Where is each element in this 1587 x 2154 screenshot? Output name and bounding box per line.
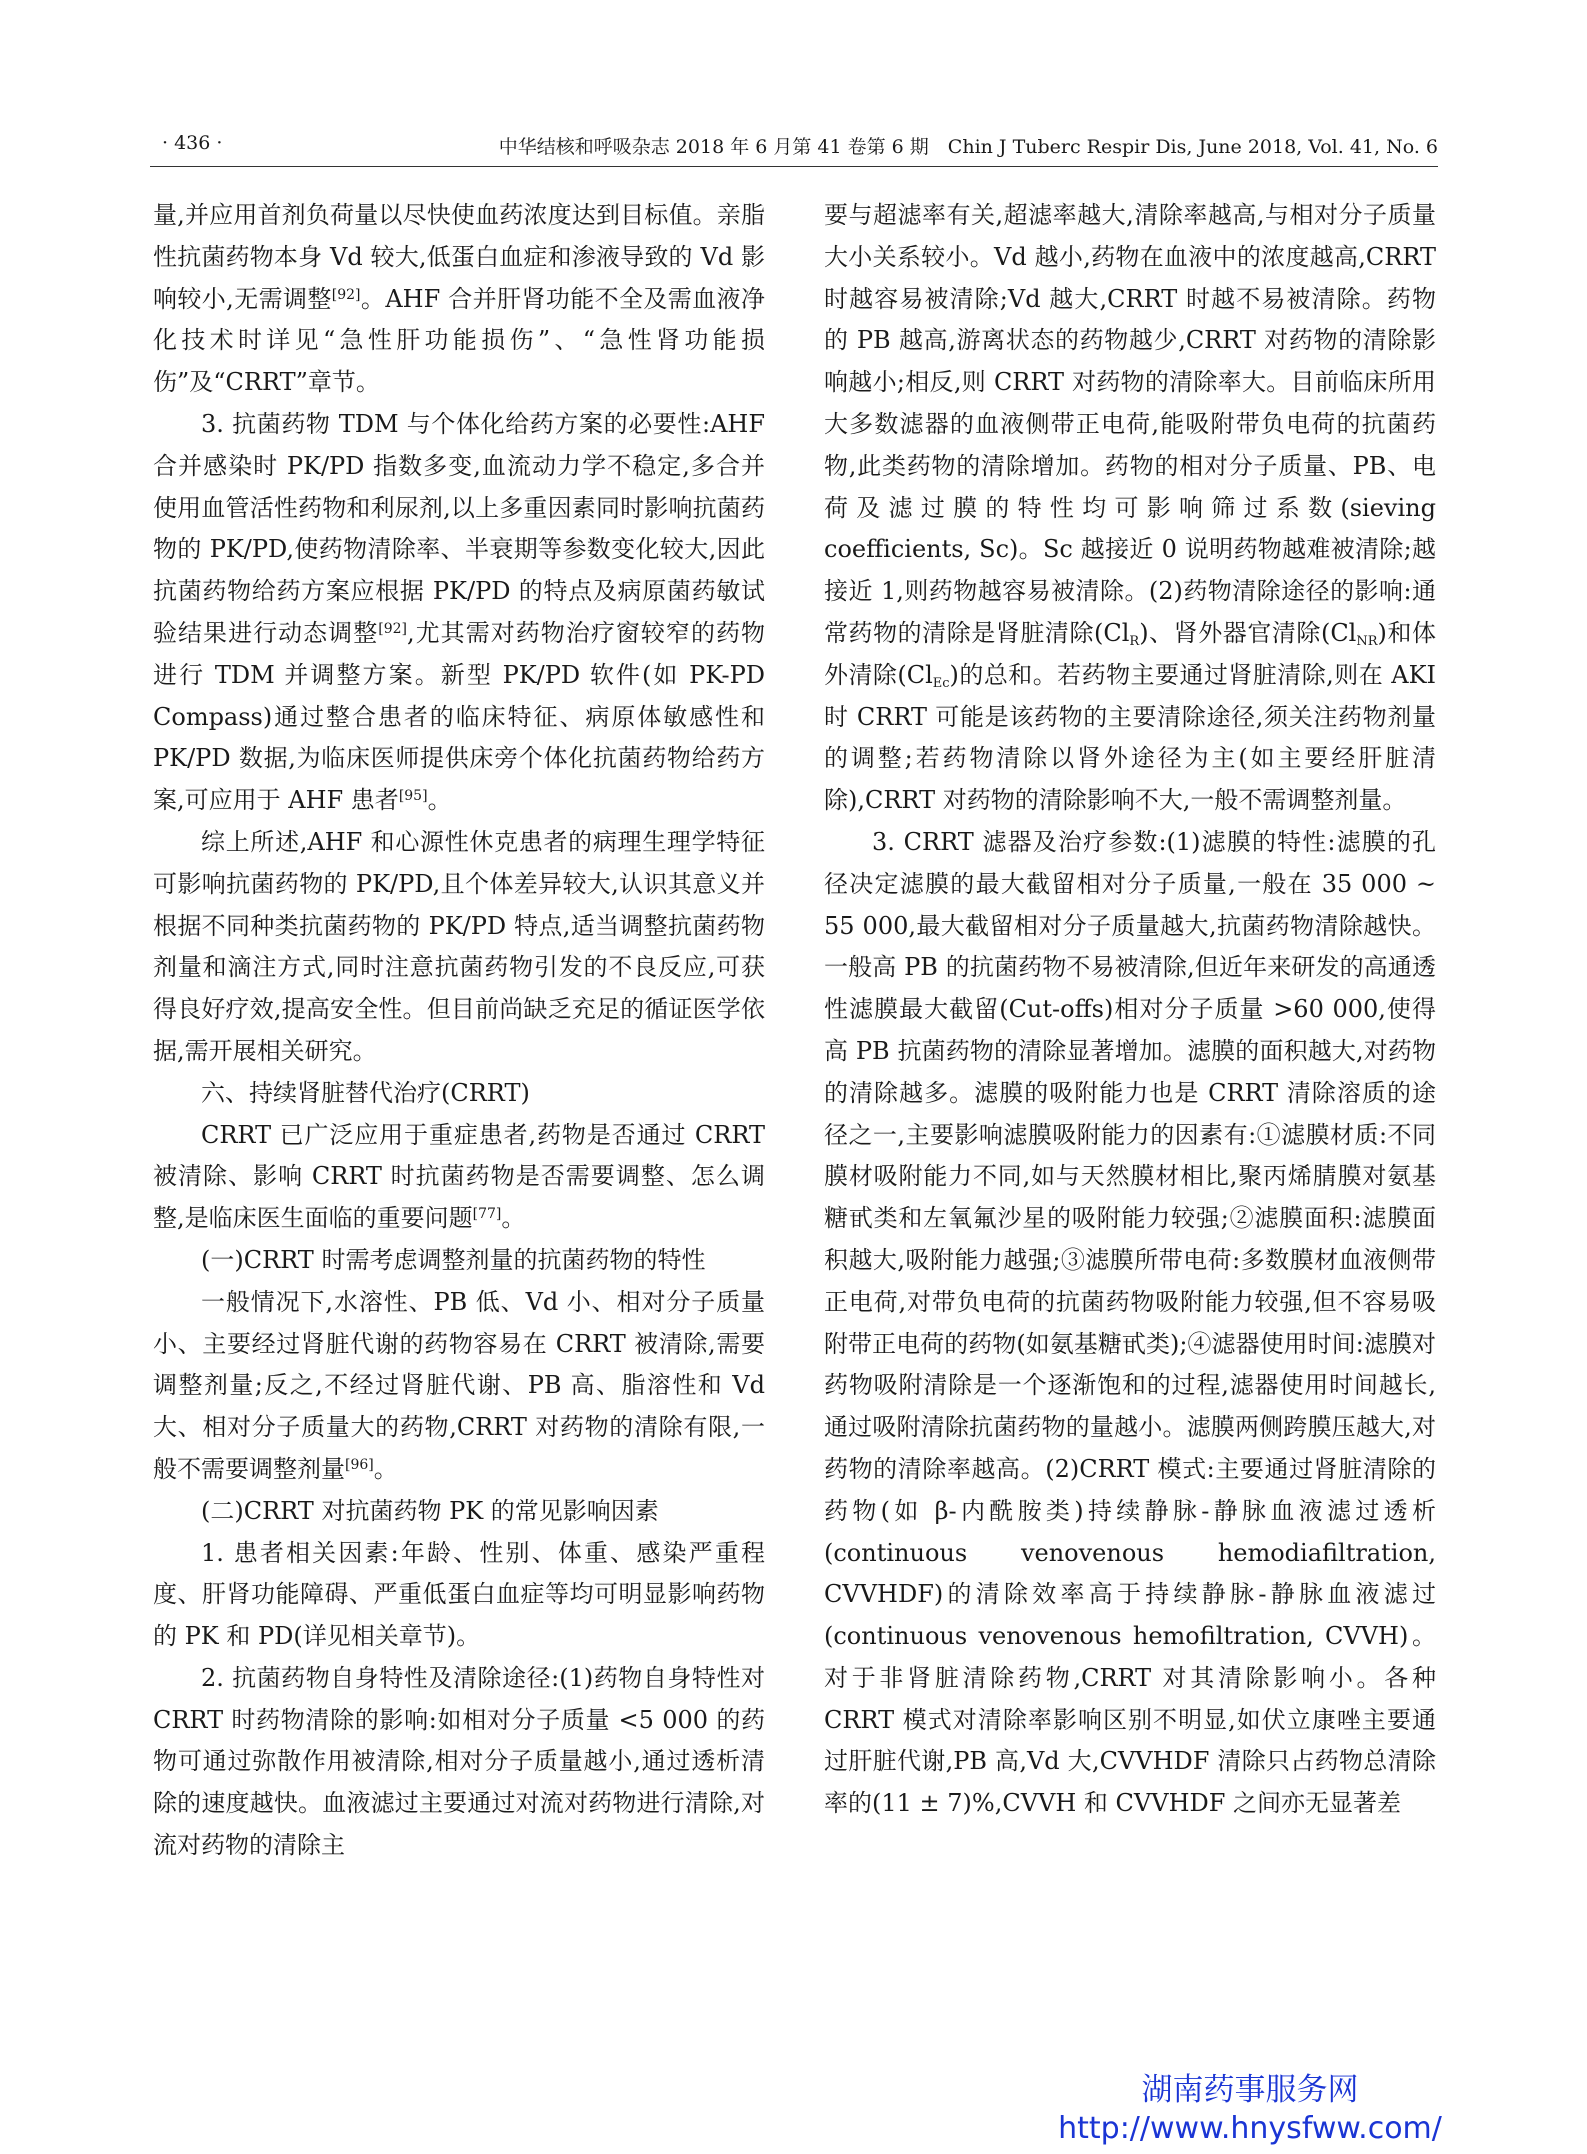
citation[interactable]: [92] (331, 286, 361, 303)
citation[interactable]: [96] (345, 1456, 374, 1473)
section-heading: 六、持续肾脏替代治疗(CRRT) (201, 1078, 530, 1107)
watermark (1050, 2070, 1450, 2148)
subsection-heading: (一)CRRT 时需考虑调整剂量的抗菌药物的特性 (201, 1245, 706, 1274)
paragraph: 综上所述,AHF 和心源性休克患者的病理生理学特征可影响抗菌药物的 PK/PD,且个体差异较大,认识其意义并根据不同种类抗菌药物的 PK/PD 特点,适当调整抗菌药物剂量和滴注方式,同时注意抗菌药物引发的不良反应,可获得良好疗效,提高安全性。但目前尚缺乏充足的循证医学依据,需开展相关研究。 (153, 827, 765, 1065)
header-rule (150, 166, 1438, 167)
paragraph: 一般情况下,水溶性、PB 低、Vd 小、相对分子质量小、主要经过肾脏代谢的药物容易在 CRRT 被清除,需要调整剂量;反之,不经过肾脏代谢、PB 高、脂溶性和 Vd 大、相对分子质量大的药物,CRRT 对药物的清除有限,一般不需要调整剂量[96]。 (153, 1287, 765, 1483)
journal-citation: 中华结核和呼吸杂志 2018 年 6 月第 41 卷第 6 期 Chin J Tuberc Respir Dis, June 2018, Vol. 41, No. 6 (498, 136, 1438, 158)
paragraph: 量,并应用首剂负荷量以尽快使血药浓度达到目标值。亲脂性抗菌药物本身 Vd 较大,低蛋白血症和渗液导致的 Vd 影响较小,无需调整[92]。AHF 合并肝肾功能不全及需血液净化技术时详见“急性肝功能损伤”、“急性肾功能损伤”及“CRRT”章节。 (153, 201, 765, 397)
left-column (153, 195, 765, 2010)
paragraph: CRRT 已广泛应用于重症患者,药物是否通过 CRRT 被清除、影响 CRRT 时抗菌药物是否需要调整、怎么调整,是临床医生面临的重要问题[77]。 (153, 1120, 765, 1233)
subsection-heading: (二)CRRT 对抗菌药物 PK 的常见影响因素 (201, 1496, 659, 1525)
paragraph: 1. 患者相关因素:年龄、性别、体重、感染严重程度、肝肾功能障碍、严重低蛋白血症等均可明显影响药物的 PK 和 PD(详见相关章节)。 (153, 1538, 765, 1651)
watermark-name: 湖南药事服务网 (1141, 2072, 1359, 2108)
right-column (824, 195, 1436, 2010)
citation[interactable]: [92] (378, 620, 407, 637)
citation[interactable]: [77] (472, 1206, 502, 1223)
watermark-url[interactable]: http://www.hnysfww.com/ (1058, 2111, 1442, 2146)
paragraph: 要与超滤率有关,超滤率越大,清除率越高,与相对分子质量大小关系较小。Vd 越小,药物在血液中的浓度越高,CRRT 时越容易被清除;Vd 越大,CRRT 时越不易被清除。药物的 PB 越高,游离状态的药物越少,CRRT 对药物的清除影响越小;相反,则 CRRT 对药物的清除率大。目前临床所用大多数滤器的血液侧带正电荷,能吸附带负电荷的抗菌药物,此类药物的清除增加。药物的相对分子质量、PB、电荷及滤过膜的特性均可影响筛过系数(sieving coefficients, Sc)。Sc 越接近 0 说明药物越难被清除;越接近 1,则药物越容易被清除。(2)药物清除途径的影响:通常药物的清除是肾脏清除$(Cl_R)$、肾外器官清除$(Cl_{NR})$和体外清除$(Cl_{Ec})$的总和。若药物主要通过肾脏清除,则在 AKI 时 CRRT 可能是该药物的主要清除途径,须关注药物剂量的调整;若药物清除以肾外途径为主(如主要经肝脏清除),CRRT 对药物的清除影响不大,一般不需调整剂量。 (824, 201, 1436, 815)
paragraph: 2. 抗菌药物自身特性及清除途径:(1)药物自身特性对 CRRT 时药物清除的影响:如相对分子质量 <5 000 的药物可通过弥散作用被清除,相对分子质量越小,通过透析清除的速度越快。血液滤过主要通过对流对药物进行清除,对流对药物的清除主 (153, 1663, 765, 1860)
paragraph: 3. 抗菌药物 TDM 与个体化给药方案的必要性:AHF 合并感染时 PK/PD 指数多变,血流动力学不稳定,多合并使用血管活性药物和利尿剂,以上多重因素同时影响抗菌药物的 PK/PD,使药物清除率、半衰期等参数变化较大,因此抗菌药物给药方案应根据 PK/PD 的特点及病原菌药敏试验结果进行动态调整[92],尤其需对药物治疗窗较窄的药物进行 TDM 并调整方案。新型 PK/PD 软件(如 PK-PD Compass)通过整合患者的临床特征、病原体敏感性和 PK/PD 数据,为临床医师提供床旁个体化抗菌药物给药方案,可应用于 AHF 患者[95]。 (153, 409, 765, 815)
running-header (150, 128, 1438, 164)
citation[interactable]: [95] (398, 788, 428, 805)
page-number: · 436 · (162, 132, 223, 154)
paragraph: 3. CRRT 滤器及治疗参数:(1)滤膜的特性:滤膜的孔径决定滤膜的最大截留相对分子质量,一般在 35 000 ~ 55 000,最大截留相对分子质量越大,抗菌药物清除越快。一般高 PB 的抗菌药物不易被清除,但近年来研发的高通透性滤膜最大截留(Cut-offs)相对分子质量 >60 000,使得高 PB 抗菌药物的清除显著增加。滤膜的面积越大,对药物的清除越多。滤膜的吸附能力也是 CRRT 清除溶质的途径之一,主要影响滤膜吸附能力的因素有:①滤膜材质:不同膜材吸附能力不同,如与天然膜材相比,聚丙烯腈膜对氨基糖甙类和左氧氟沙星的吸附能力较强;②滤膜面积:滤膜面积越大,吸附能力越强;③滤膜所带电荷:多数膜材血液侧带正电荷,对带负电荷的抗菌药物吸附能力较强,但不容易吸附带正电荷的药物(如氨基糖甙类);④滤器使用时间:滤膜对药物吸附清除是一个逐渐饱和的过程,滤器使用时间越长,通过吸附清除抗菌药物的量越小。滤膜两侧跨膜压越大,对药物的清除率越高。(2)CRRT 模式:主要通过肾脏清除的药物(如 β-内酰胺类)持续静脉-静脉血液滤过透析(continuous venovenous hemodiafiltration, CVVHDF)的清除效率高于持续静脉-静脉血液滤过(continuous venovenous hemofiltration, CVVH)。对于非肾脏清除药物,CRRT 对其清除影响小。各种 CRRT 模式对清除率影响区别不明显,如伏立康唑主要通过肝脏代谢,PB 高,Vd 大,CVVHDF 清除只占药物总清除率的(11 ± 7)%,CVVH 和 CVVHDF 之间亦无显著差 (824, 827, 1436, 1818)
